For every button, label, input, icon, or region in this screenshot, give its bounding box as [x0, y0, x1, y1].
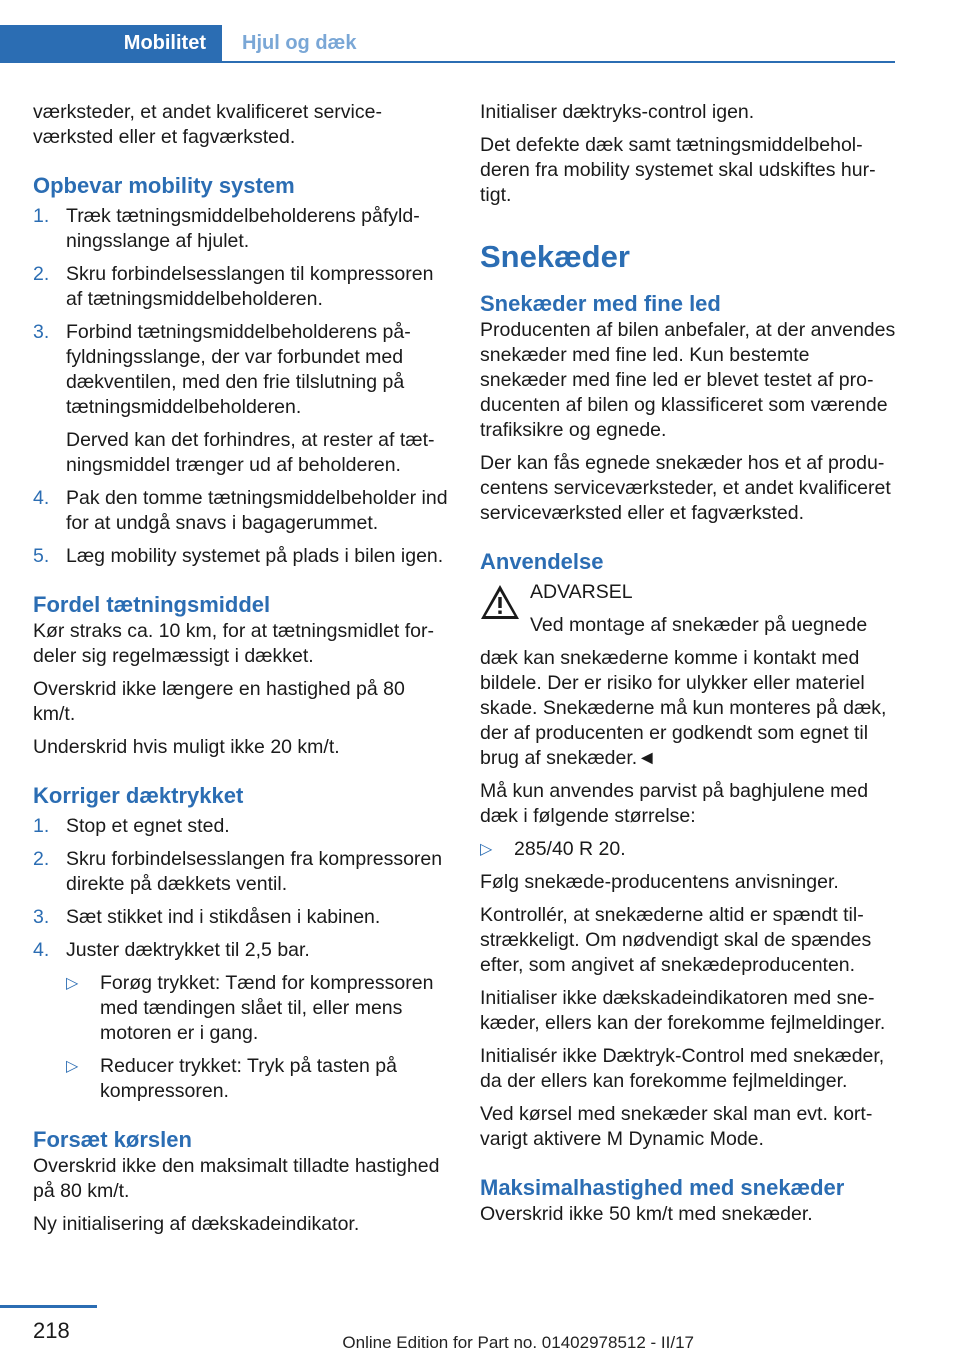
heading-continue-driving: Forsæt kørslen [33, 1127, 192, 1152]
bullet-text: Reducer trykket: Tryk på tasten på kompressoren. [100, 1055, 397, 1102]
bullet-text: Forøg trykket: Tænd for kompressoren med tændingen slået til, eller mens motoren er i gang. [100, 972, 434, 1044]
step-number: 2. [33, 263, 50, 285]
heading-snow-chains: Snekæder [480, 239, 630, 274]
triangle-bullet-icon: ▷ [66, 1058, 79, 1075]
step-number: 3. [33, 321, 50, 343]
step-text: Skru forbindelsesslangen fra kompressoren direkte på dækkets ventil. [66, 848, 443, 895]
paragraph: Kør straks ca. 10 km, for at tætningsmidlet fordeler sig regelmæssigt i dækket. [33, 620, 434, 667]
paragraph: Overskrid ikke længere en hastighed på 80 km/t. [33, 678, 405, 725]
list-item [33, 486, 448, 536]
paragraph: Overskrid ikke 50 km/t med snekæder. [480, 1203, 813, 1225]
heading-store-mobility: Opbevar mobility system [33, 173, 295, 198]
step-number: 4. [33, 939, 50, 961]
warning-triangle-icon [480, 584, 520, 620]
step-text: Juster dæktrykket til 2,5 bar. [66, 939, 310, 961]
store-steps-list [33, 204, 448, 569]
heading-usage: Anvendelse [480, 549, 604, 574]
heading-fine-link-chains: Snekæder med fine led [480, 291, 721, 316]
step-number: 2. [33, 848, 50, 870]
paragraph: Følg snekæde-producentens anvisninger. [480, 871, 839, 893]
warning-title: ADVARSEL [530, 581, 633, 603]
triangle-bullet-icon: ▷ [66, 975, 79, 992]
step-text: Forbind tætningsmiddelbeholderens påfyldningsslange, der var forbundet med dækventilen, med den frie tilslutning på tætningsmiddelbeholderen. [66, 321, 411, 418]
paragraph: Overskrid ikke den maksimalt tilladte hastighed på 80 km/t. [33, 1155, 440, 1202]
paragraph: Initialiser dæktryks-control igen. [480, 101, 755, 123]
step-text: Skru forbindelsesslangen til kompressoren af tætningsmiddelbeholderen. [66, 263, 434, 310]
page-header [0, 0, 960, 62]
list-item [33, 262, 448, 312]
step-text: Sæt stikket ind i stikdåsen i kabinen. [66, 906, 381, 928]
left-column [33, 100, 448, 1245]
triangle-bullet-icon: ▷ [480, 841, 493, 858]
step-number: 3. [33, 906, 50, 928]
heading-correct-pressure: Korriger dæktrykket [33, 783, 244, 808]
step-text: Stop et egnet sted. [66, 815, 230, 837]
page-number: 218 [33, 1318, 70, 1343]
step-number: 1. [33, 815, 50, 837]
warning-box [480, 580, 900, 638]
step-text: Træk tætningsmiddelbeholderens påfyldningsslange af hjulet. [66, 205, 420, 252]
step-text: Læg mobility systemet på plads i bilen igen. [66, 545, 444, 567]
list-item [33, 847, 448, 897]
step-number: 4. [33, 487, 50, 509]
list-item [66, 1054, 448, 1104]
paragraph: Der kan fås egnede snekæder hos et af producentens serviceværksteder, et andet kvalificeret serviceværksted eller et fagværksted. [480, 452, 891, 524]
section-tab-mobilitet: Mobilitet [0, 25, 222, 61]
intro-text: værksteder, et andet kvalificeret serviceværksted eller et fagværksted. [33, 101, 382, 148]
list-item [33, 320, 448, 478]
step-number: 5. [33, 545, 50, 567]
list-item [33, 905, 448, 930]
footer-divider [0, 1305, 97, 1308]
paragraph: Ny initialisering af dækskadeindikator. [33, 1213, 360, 1235]
list-item [480, 837, 900, 862]
list-item [33, 814, 448, 839]
warning-first-line: Ved montage af snekæder på uegnede [530, 614, 868, 636]
list-item [33, 204, 448, 254]
step-text: Pak den tomme tætningsmiddelbeholder ind for at undgå snavs i bagagerummet. [66, 487, 448, 534]
paragraph: Må kun anvendes parvist på baghjulene med dæk i følgende størrelse: [480, 780, 869, 827]
heading-max-speed: Maksimalhastighed med snekæder [480, 1175, 845, 1200]
paragraph: Initialiser ikke dækskadeindikatoren med snekæder, ellers kan der forekomme fejlmeldinger. [480, 987, 886, 1034]
pressure-options-list [66, 971, 448, 1104]
step-note: Derved kan det forhindres, at rester af tætningsmiddel trænger ud af beholderen. [66, 429, 435, 476]
correct-steps-list [33, 814, 448, 1104]
bullet-text: 285/40 R 20. [514, 838, 626, 860]
paragraph: Underskrid hvis muligt ikke 20 km/t. [33, 736, 340, 758]
tire-size-list [480, 837, 900, 862]
paragraph: Initialisér ikke Dæktryk-Control med snekæder, da der ellers kan forekomme fejlmeldinger. [480, 1045, 885, 1092]
paragraph: Ved kørsel med snekæder skal man evt. kortvarigt aktivere M Dynamic Mode. [480, 1103, 873, 1150]
heading-distribute: Fordel tætningsmiddel [33, 592, 271, 617]
header-divider [0, 61, 895, 63]
list-item [33, 544, 448, 569]
paragraph: Producenten af bilen anbefaler, at der anvendes snekæder med fine led. Kun bestemte snekæder med fine led er blevet testet af producenten af bilen og klassificeret som værende trafiksikre og egnede. [480, 319, 896, 441]
paragraph: Det defekte dæk samt tætningsmiddelbeholderen fra mobility systemet skal udskiftes hurtigt. [480, 134, 876, 206]
right-column [480, 100, 900, 1235]
section-tab-hjul-og-daek: Hjul og dæk [242, 31, 357, 54]
list-item [33, 938, 448, 1104]
paragraph: Kontrollér, at snekæderne altid er spændt tilstrækkeligt. Om nødvendigt skal de spændes efter, som angivet af snekædeproducenten. [480, 904, 872, 976]
list-item [66, 971, 448, 1046]
step-number: 1. [33, 205, 50, 227]
warning-text: dæk kan snekæderne komme i kontakt med bildele. Der er risiko for ulykker eller materiel skade. Snekæderne må kun monteres på dæk, der af producenten er godkendt som egnet til brug af snekæder.◄ [480, 647, 887, 769]
edition-note: Online Edition for Part no. 01402978512 - II/17 [342, 1333, 694, 1352]
